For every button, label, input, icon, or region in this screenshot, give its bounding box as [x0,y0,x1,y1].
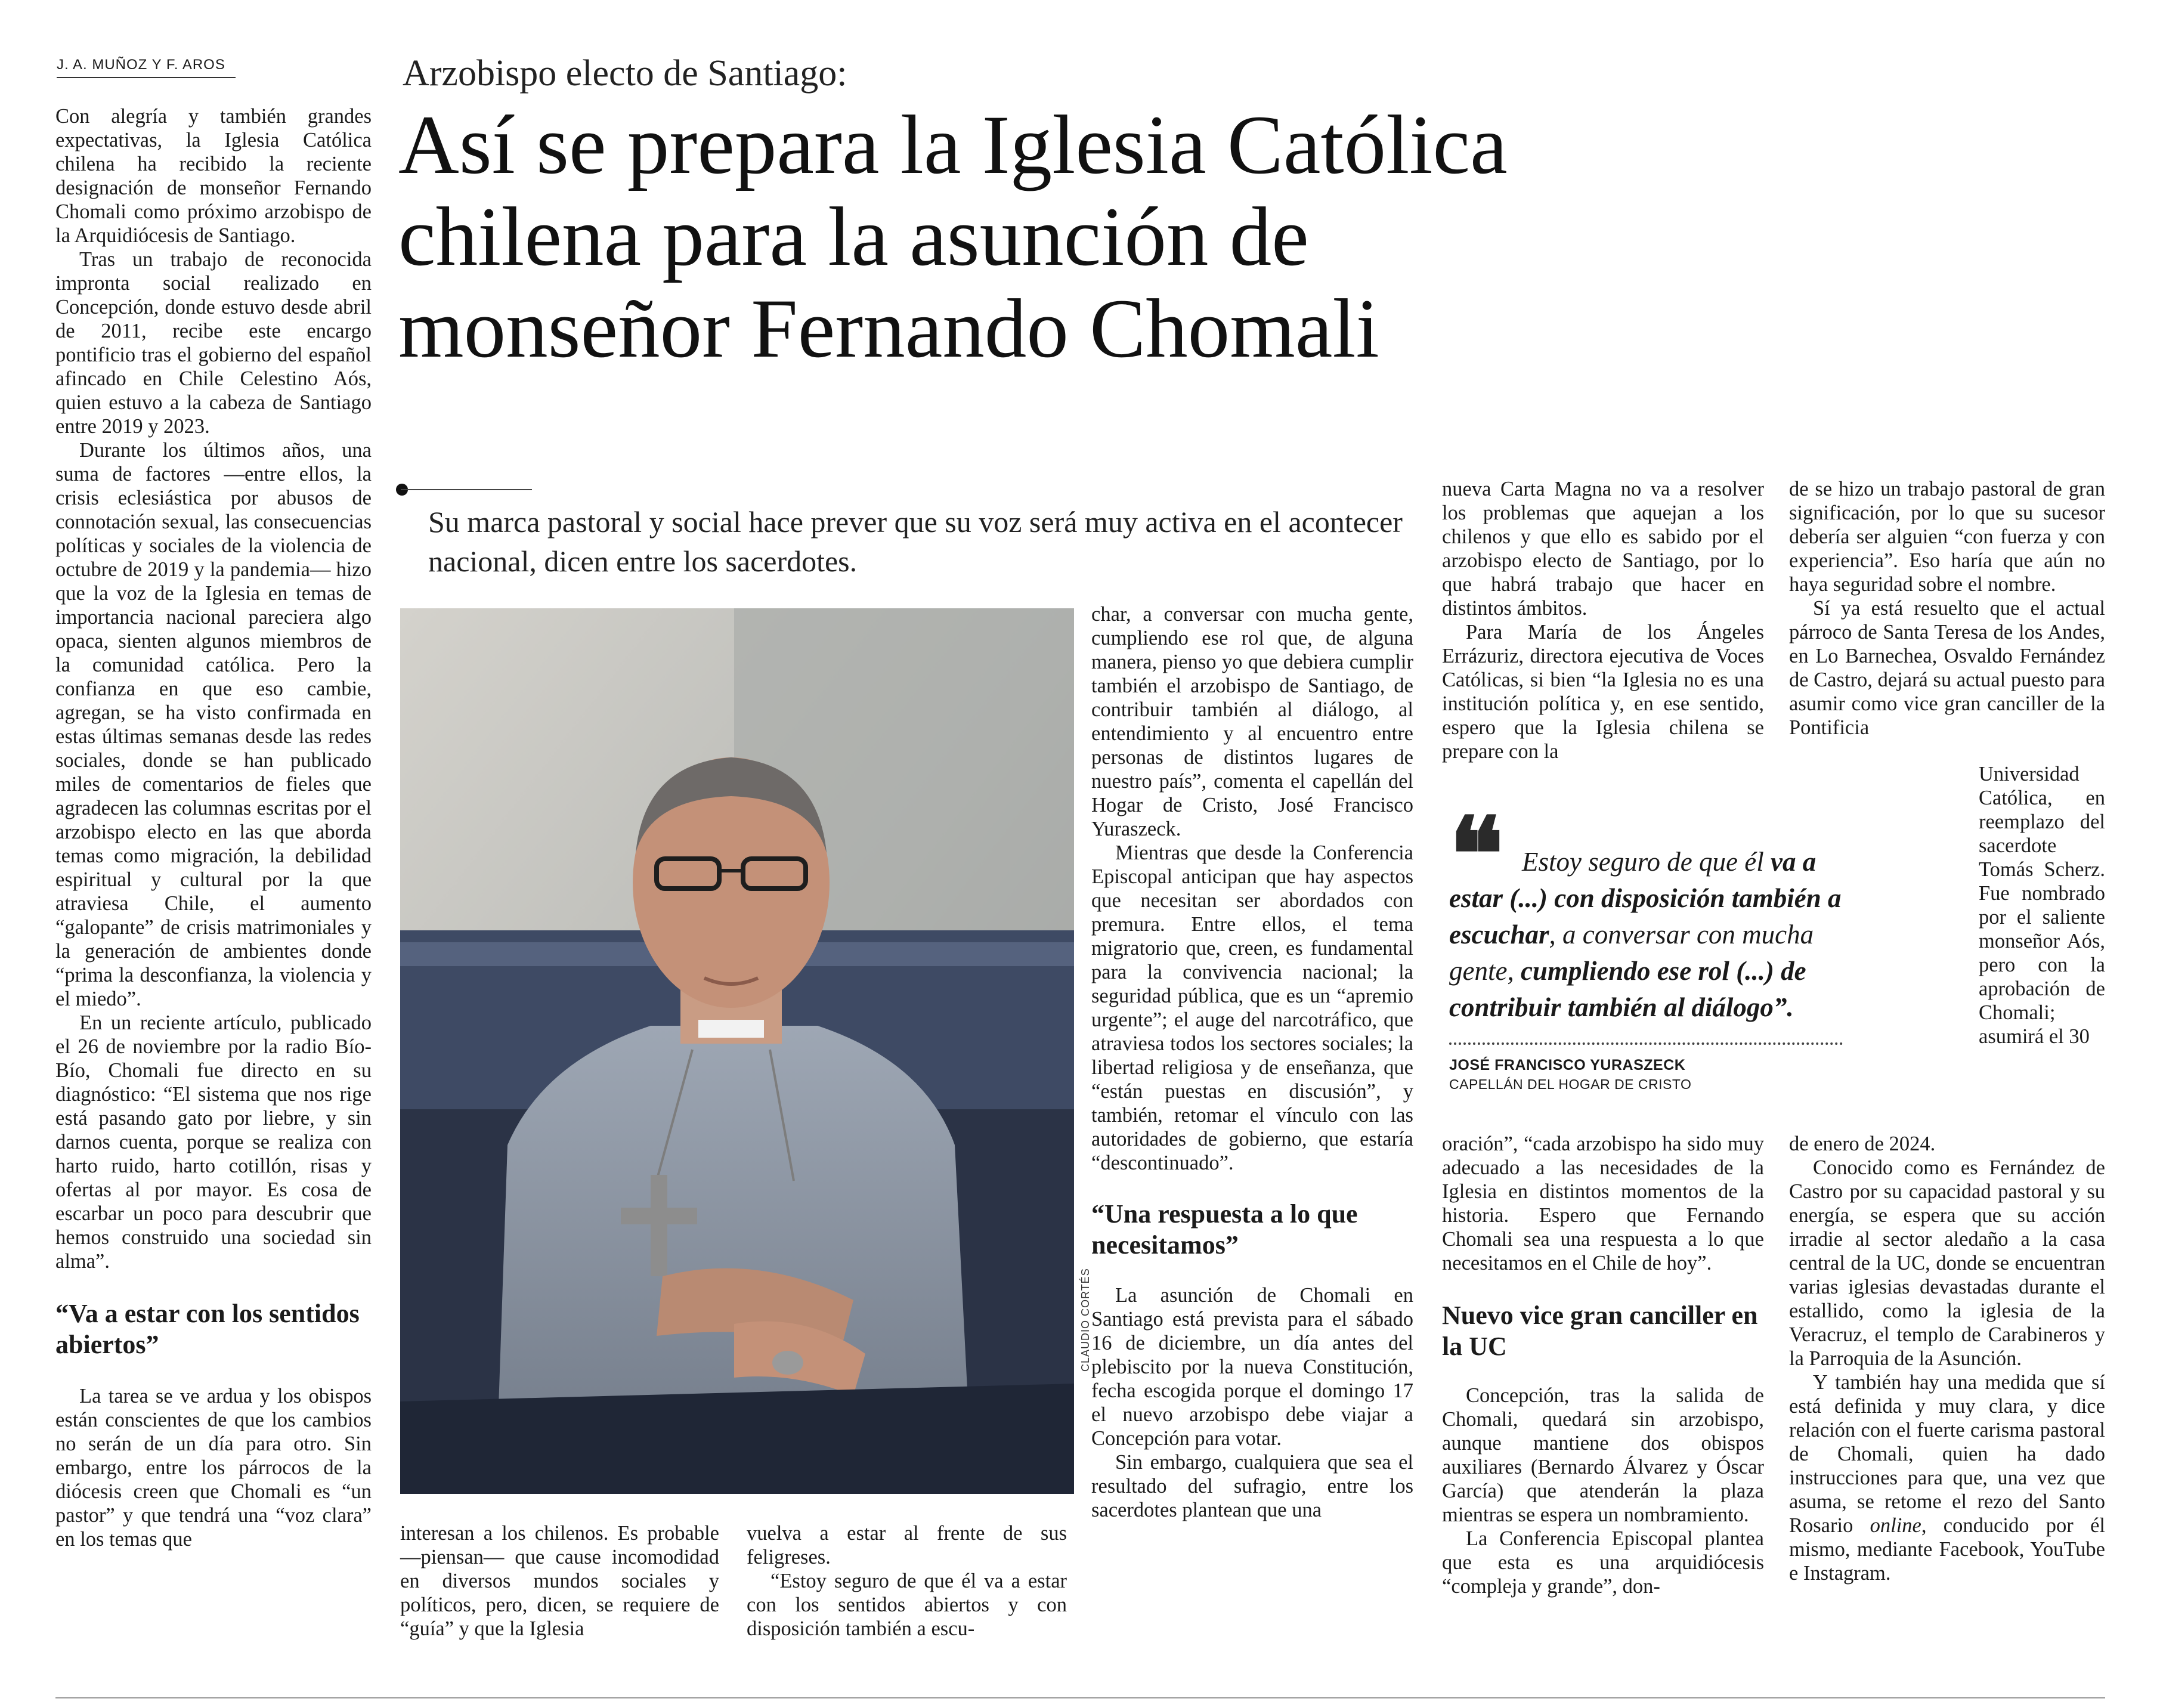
headline-line-3: monseñor Fernando Chomali [398,282,1379,375]
paragraph: Sin embargo, cualquiera que sea el resultado del sufragio, entre los sacerdotes plantean que una [1091,1451,1413,1521]
byline: J. A. MUÑOZ Y F. AROS [57,57,236,78]
quote-mark-icon: ❝ [1449,800,1504,912]
section-heading: Nuevo vice gran canciller en la UC [1442,1301,1758,1361]
column-4 [1091,602,1413,1522]
pull-quote-divider [1449,1042,1843,1045]
portrait-photo [400,608,1074,1494]
photo-credit: CLAUDIO CORTÉS [1079,1268,1091,1372]
paragraph: La tarea se ve ardua y los obispos están conscientes de que los cambios no serán de un día para otro. Sin embargo, entre los párrocos de la diócesis creen que Chomali es “un pastor” y que tendrá una “voz clara” en los temas que [55,1385,372,1551]
paragraph: Sí ya está resuelto que el actual párroco de Santa Teresa de los Andes, en Lo Barnechea, Osvaldo Fernández de Castro, dejará su actual puesto para asumir como vice gran canciller de la Pontificia [1789,597,2105,739]
paragraph: Tras un trabajo de reconocida impronta social realizado en Concepción, donde estuvo desde abril de 2011, recibe este encargo pontificio tras el gobierno del español afincado en Chile Celestino Aós, quien estuvo a la cabeza de Santiago entre 2019 y 2023. [55,248,372,438]
paragraph: de se hizo un trabajo pastoral de gran significación, por lo que su sucesor debería ser alguien “con fuerza y con experiencia”. Eso haría que aún no haya seguridad sobre el nombre. [1789,478,2105,596]
paragraph: Concepción, tras la salida de Chomali, quedará sin arzobispo, aunque mantiene dos obispos auxiliares (Bernardo Álvarez y Óscar García) que atenderán la plaza mientras se espera un nombramiento. [1442,1384,1764,1526]
paragraph: Conocido como es Fernández de Castro por su capacidad pastoral y su energía, se espera que su acción irradie al sector aledaño a la casa central de la UC, donde se encuentran varias iglesias devastadas durante el estallido, como la iglesia de la Veracruz, el templo de Carabineros y la Parroquia de la Asunción. [1789,1156,2105,1370]
section-heading: “Va a estar con los sentidos abiertos” [55,1299,360,1359]
pull-quote-bold-1: va a estar (...) con disposición también a escuchar [1449,847,1842,949]
column-6-narrow [1979,762,2105,1048]
subhead: Su marca pastoral y social hace prever que su voz será muy activa en el acontecer nacional, dicen entre los sacerdotes. [428,505,1403,578]
column-5-bottom [1442,1132,1764,1598]
pull-quote [1449,800,1843,1093]
column-1 [55,104,372,1551]
paragraph: de enero de 2024. [1789,1133,1936,1155]
headline-line-1: Así se prepara la Iglesia Católica [398,98,1508,191]
bottom-rule [55,1697,2105,1698]
paragraph: nueva Carta Magna no va a resolver los problemas que aquejan a los chilenos y que ello es sabido por el arzobispo electo de Santiago, por lo que habrá trabajo que hacer en distintos ámbitos. [1442,478,1764,620]
paragraph: Para María de los Ángeles Errázuriz, directora ejecutiva de Voces Católicas, si bien “la Iglesia no es una institución política y, en ese sentido, espero que la Iglesia chilena se prepare con la [1442,621,1764,763]
column-6-bottom [1789,1132,2105,1585]
paragraph: interesan a los chilenos. Es probable —piensan— que cause incomodidad en diversos mundos sociales y políticos, pero, dicen, se requiere de “guía” y que la Iglesia [400,1522,719,1640]
pull-quote-mid: , a conversar con mucha gente, [1449,920,1814,986]
column-6-top [1789,477,2105,739]
paragraph: Con alegría y también grandes expectativas, la Iglesia Católica chilena ha recibido la reciente designación de monseñor Fernando Chomali como próximo arzobispo de la Arquidiócesis de Santiago. [55,105,372,247]
paragraph: La Conferencia Episcopal plantea que esta es una arquidiócesis “compleja y grande”, don- [1442,1527,1764,1598]
paragraph-part: , conducido por él mismo, mediante Facebook, YouTube e Instagram. [1789,1514,2105,1585]
column-3 [747,1521,1067,1641]
pull-quote-attribution-name: JOSÉ FRANCISCO YURASZECK [1449,1057,1686,1073]
pull-quote-attribution-role: CAPELLÁN DEL HOGAR DE CRISTO [1449,1076,1692,1092]
headline-line-2: chilena para la asunción de [398,190,1309,283]
column-2 [400,1521,719,1641]
paragraph-italic: online [1870,1514,1921,1537]
kicker: Arzobispo electo de Santiago: [403,53,847,94]
subhead-rule [401,489,532,490]
section-heading: “Una respuesta a lo que necesitamos” [1091,1199,1358,1260]
pull-quote-text [1449,844,1843,1026]
paragraph: oración”, “cada arzobispo ha sido muy adecuado a las necesidades de la Iglesia en distintos momentos de la historia. Espero que Fernando Chomali sea una respuesta a lo que necesitamos en el Chile de hoy”. [1442,1133,1764,1274]
paragraph: vuelva a estar al frente de sus feligreses. [747,1522,1067,1568]
column-5-top [1442,477,1764,763]
paragraph-part: Y también hay una medida que sí está definida y muy clara, y dice relación con el fuerte carisma pastoral de Chomali, quien ha dado instrucciones para que, una vez que asuma, se retome el rezo del Santo Rosario [1789,1371,2105,1537]
paragraph: La asunción de Chomali en Santiago está prevista para el sábado 16 de diciembre, un día antes del plebiscito por la nueva Constitución, fecha escogida porque el domingo 17 el nuevo arzobispo debe viajar a Concepción para votar. [1091,1284,1413,1450]
paragraph: Universidad Católica, en reemplazo del sacerdote Tomás Scherz. Fue nombrado por el saliente monseñor Aós, pero con la aprobación de Chomali; asumirá el 30 [1979,763,2105,1048]
pull-quote-lead: Estoy seguro de que él [1522,847,1771,877]
paragraph: En un reciente artículo, publicado el 26 de noviembre por la radio Bío-Bío, Chomali fue directo en su diagnóstico: “El sistema que nos rige está pasando gato por liebre, y sin darnos cuenta, porque se realiza con harto ruido, harto cotillón, risas y ofertas al por mayor. Es cosa de escarbar un poco para descubrir que hemos construido una sociedad sin alma”. [55,1011,372,1273]
paragraph [1789,1370,2105,1585]
headline [398,99,1508,375]
paragraph: Mientras que desde la Conferencia Episcopal anticipan que hay aspectos que necesitan ser abordados con premura. Entre ellos, el tema migratorio que, creen, es fundamental para la convivencia nacional; la seguridad pública, que es un “apremio urgente”; el auge del narcotráfico, que atraviesa todos los sectores sociales; la libertad religiosa y de enseñanza, que “están puestas en discusión”, y también, retomar el vínculo con las autoridades de gobierno, que estaría “descontinuado”. [1091,841,1413,1174]
paragraph: Durante los últimos años, una suma de factores —entre ellos, la crisis eclesiástica por abusos de connotación sexual, las consecuencias políticas y sociales de la violencia de octubre de 2019 y la pandemia— hizo que la voz de la Iglesia en temas de importancia nacional pareciera algo opaca, sienten algunos miembros de la comunidad católica. Pero la confianza en que eso cambie, agregan, se ha visto confirmada en estas últimas semanas desde las redes sociales, donde se han publicado miles de comentarios de fieles que agradecen las columnas escritas por el arzobispo electo en las que aborda temas como migración, la debilidad espiritual y cultural por la que atraviesa Chile, el aumento “galopante” de crisis matrimoniales y la generación de ambientes donde “prima la desconfianza, la violencia y el miedo”. [55,439,372,1010]
paragraph: char, a conversar con mucha gente, cumpliendo ese rol que, de alguna manera, pienso yo que debiera cumplir también el arzobispo de Santiago, de contribuir también al diálogo, al entendimiento y al encuentro entre personas de distintos lugares de nuestro país”, comenta el capellán del Hogar de Cristo, José Francisco Yuraszeck. [1091,603,1413,840]
pull-quote-bold-2: cumpliendo ese rol (...) de contribuir también al diálogo”. [1449,956,1806,1022]
portrait-illustration [400,608,1074,1494]
paragraph: “Estoy seguro de que él va a estar con los sentidos abiertos y con disposición también a escu- [747,1570,1067,1640]
